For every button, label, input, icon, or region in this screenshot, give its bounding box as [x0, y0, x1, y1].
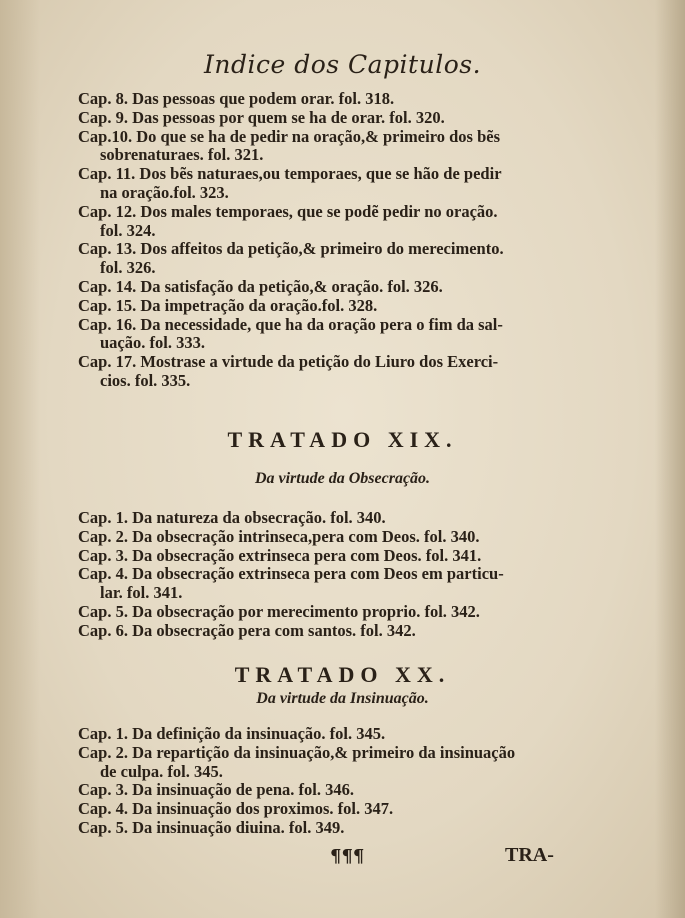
chapter-entry: Cap. 15. Da impetração da oração.fol. 328. — [78, 295, 378, 315]
chapter-entry: Cap. 9. Das pessoas por quem se ha de orar. fol. 320. — [78, 107, 445, 127]
chapter-entry: Cap. 3. Da insinuação de pena. fol. 346. — [78, 780, 354, 800]
page-gutter-shadow — [0, 0, 40, 918]
chapter-entry: Cap. 2. Da repartição da insinuação,& primeiro da insinuação — [78, 742, 516, 762]
chapter-entry: Cap. 11. Dos bẽs naturaes,ou temporaes, que se hão de pedir — [78, 164, 502, 184]
chapter-entry: Cap. 8. Das pessoas que podem orar. fol. 318. — [78, 89, 395, 108]
chapter-entry: Cap. 12. Dos males temporaes, que se podẽ pedir no oração. — [78, 201, 498, 221]
chapter-list-xx — [78, 725, 578, 838]
chapter-entry: Cap. 14. Da satisfação da petição,& oração. fol. 326. — [78, 276, 443, 296]
chapter-entry: Cap. 5. Da obsecração por merecimento proprio. fol. 342. — [78, 601, 480, 621]
chapter-entry-continuation: sobrenaturaes. fol. 321. — [100, 145, 264, 165]
treatise-xx-subtitle: Da virtude da Insinuação. — [256, 690, 429, 707]
treatise-xix-title: TRATADO XIX. — [227, 427, 458, 452]
chapter-entry: Cap. 1. Da natureza da obsecração. fol. 340. — [78, 508, 386, 527]
chapter-entry-continuation: na oração.fol. 323. — [100, 182, 229, 202]
chapter-entry-continuation: fol. 324. — [100, 220, 156, 240]
chapter-entry-continuation: lar. fol. 341. — [100, 583, 183, 603]
page-edge-shadow — [655, 0, 685, 918]
chapter-entry: Cap.10. Do que se ha de pedir na oração,& primeiro dos bẽs — [78, 126, 500, 146]
chapter-entry: Cap. 2. Da obsecração intrinseca,pera com Deos. fol. 340. — [78, 526, 480, 546]
chapter-entry: Cap. 4. Da obsecração extrinseca pera com Deos em particu- — [78, 564, 504, 584]
chapter-entry: Cap. 13. Dos affeitos da petição,& primeiro do merecimento. — [78, 239, 504, 259]
chapter-entry-continuation: de culpa. fol. 345. — [100, 761, 223, 781]
chapter-entry: Cap. 1. Da definição da insinuação. fol. 345. — [78, 724, 386, 743]
chapter-entry: Cap. 16. Da necessidade, que ha da oração pera o fim da sal- — [78, 314, 503, 334]
running-header: Indice dos Capitulos. — [203, 50, 482, 79]
chapter-entry: Cap. 5. Da insinuação diuina. fol. 349. — [78, 817, 345, 837]
chapter-entry: Cap. 4. Da insinuação dos proximos. fol. 347. — [78, 799, 394, 819]
treatise-xix-subtitle: Da virtude da Obsecração. — [254, 470, 431, 487]
chapter-entry: Cap. 6. Da obsecração pera com santos. fol. 342. — [78, 620, 416, 640]
chapter-entry: Cap. 17. Mostrase a virtude da petição do Liuro dos Exerci- — [78, 352, 499, 372]
catchword: TRA- — [505, 844, 554, 866]
treatise-xx-title: TRATADO XX. — [234, 662, 451, 687]
chapter-entry: Cap. 3. Da obsecração extrinseca pera com Deos. fol. 341. — [78, 545, 482, 565]
chapter-entry-continuation: fol. 326. — [100, 258, 156, 278]
chapter-list-xix — [78, 509, 578, 641]
signature-mark: ¶¶¶ — [330, 846, 365, 867]
chapter-entry-continuation: uação. fol. 333. — [100, 333, 205, 353]
chapter-list-previous — [78, 90, 578, 391]
chapter-entry-continuation: cios. fol. 335. — [100, 370, 191, 390]
